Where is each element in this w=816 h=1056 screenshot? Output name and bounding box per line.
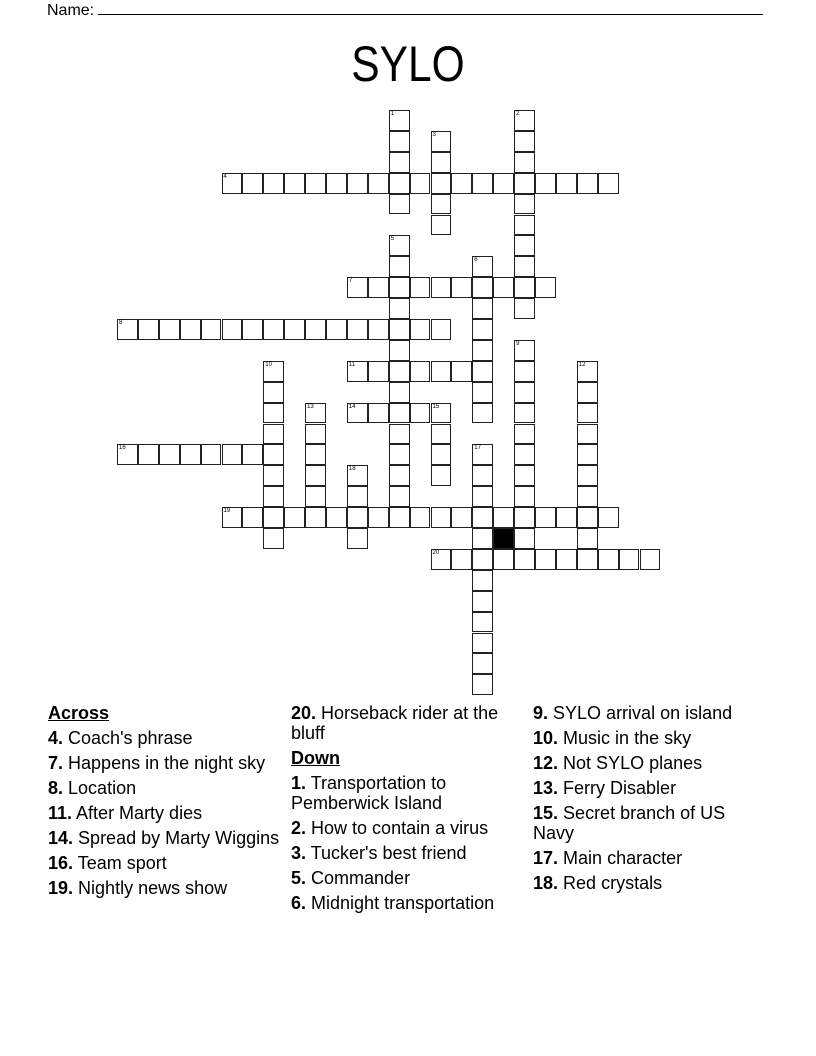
grid-cell[interactable]	[368, 507, 389, 528]
grid-cell[interactable]	[472, 382, 493, 403]
grid-cell[interactable]	[472, 528, 493, 549]
clue-down-12	[533, 753, 768, 773]
grid-cell[interactable]	[410, 507, 431, 528]
clue-down-3	[291, 843, 526, 863]
grid-cell[interactable]	[472, 444, 493, 465]
grid-cell[interactable]	[431, 465, 452, 486]
grid-cell[interactable]	[305, 507, 326, 528]
clue-number: 9.	[533, 703, 549, 723]
grid-cell[interactable]	[410, 319, 431, 340]
grid-cell[interactable]	[598, 549, 619, 570]
grid-cell[interactable]	[472, 486, 493, 507]
grid-cell[interactable]	[472, 403, 493, 424]
cell-number: 13	[307, 403, 314, 410]
grid-cell[interactable]	[326, 173, 347, 194]
clue-down-18	[533, 873, 768, 893]
grid-cell[interactable]	[472, 173, 493, 194]
grid-cell[interactable]	[389, 131, 410, 152]
grid-cell[interactable]	[577, 444, 598, 465]
grid-cell[interactable]	[514, 110, 535, 131]
clue-down-1	[291, 773, 526, 813]
clue-text: How to contain a virus	[311, 818, 489, 838]
clue-across-14	[48, 828, 283, 848]
clue-text: Ferry Disabler	[563, 778, 677, 798]
clue-text: Nightly news show	[78, 878, 228, 898]
clue-number: 10.	[533, 728, 559, 748]
grid-cell[interactable]	[472, 340, 493, 361]
clue-down-5	[291, 868, 526, 888]
clue-number: 8.	[48, 778, 64, 798]
grid-cell[interactable]	[242, 319, 263, 340]
cell-number: 3	[432, 131, 436, 138]
clue-number: 19.	[48, 878, 74, 898]
clue-text: Commander	[311, 868, 411, 888]
grid-cell[interactable]	[368, 361, 389, 382]
grid-cell[interactable]	[431, 424, 452, 445]
clue-down-2	[291, 818, 526, 838]
cell-number: 16	[119, 445, 126, 452]
cell-number: 5	[390, 236, 395, 243]
grid-cell[interactable]	[431, 152, 452, 173]
clue-across-11	[48, 803, 283, 823]
grid-cell[interactable]	[431, 549, 452, 570]
clue-down-6	[291, 893, 526, 913]
grid-cell[interactable]	[431, 215, 452, 236]
grid-cell[interactable]	[347, 403, 368, 424]
grid-cell[interactable]	[305, 465, 326, 486]
grid-cell[interactable]	[514, 507, 535, 528]
grid-cell[interactable]	[347, 507, 368, 528]
cell-number: 17	[474, 445, 481, 452]
clue-down-15	[533, 803, 768, 843]
grid-cell[interactable]	[368, 173, 389, 194]
grid-cell[interactable]	[263, 382, 284, 403]
clue-text: Coach's phrase	[68, 728, 193, 748]
clue-number: 12.	[533, 753, 559, 773]
cell-number: 7	[348, 278, 353, 285]
clue-number: 14.	[48, 828, 74, 848]
grid-cell[interactable]	[117, 319, 138, 340]
grid-cell[interactable]	[368, 277, 389, 298]
grid-cell[interactable]	[514, 403, 535, 424]
clue-number: 7.	[48, 753, 64, 773]
clue-number: 18.	[533, 873, 559, 893]
clue-down-13	[533, 778, 768, 798]
grid-cell[interactable]	[222, 507, 243, 528]
clue-text: Spread by Marty Wiggins	[78, 828, 280, 848]
grid-cell[interactable]	[347, 173, 368, 194]
cell-number: 4	[223, 173, 227, 180]
grid-cell[interactable]	[284, 507, 305, 528]
grid-cell[interactable]	[263, 173, 284, 194]
grid-cell[interactable]	[263, 507, 284, 528]
grid-cell[interactable]	[263, 528, 284, 549]
grid-cell[interactable]	[389, 173, 410, 194]
grid-cell[interactable]	[305, 486, 326, 507]
cell-number: 1	[390, 111, 395, 117]
grid-cell[interactable]	[347, 465, 368, 486]
grid-cell[interactable]	[514, 131, 535, 152]
grid-cell[interactable]	[514, 277, 535, 298]
grid-cell[interactable]	[389, 507, 410, 528]
grid-cell[interactable]	[180, 444, 201, 465]
grid-cell[interactable]	[389, 424, 410, 445]
grid-cell[interactable]	[410, 361, 431, 382]
clue-column-2	[291, 703, 526, 918]
clue-number: 6.	[291, 893, 307, 913]
grid-cell[interactable]	[556, 507, 577, 528]
grid-cell[interactable]	[368, 319, 389, 340]
down-header: Down	[291, 748, 340, 768]
cell-number: 15	[432, 403, 440, 410]
clue-number: 1.	[291, 773, 307, 793]
grid-cell[interactable]	[472, 612, 493, 633]
clue-number: 17.	[533, 848, 559, 868]
grid-cell[interactable]	[577, 486, 598, 507]
grid-cell[interactable]	[598, 507, 619, 528]
grid-cell[interactable]	[514, 256, 535, 277]
clue-down-10	[533, 728, 768, 748]
cell-number: 9	[516, 340, 520, 347]
grid-cell[interactable]	[472, 633, 493, 654]
grid-cell[interactable]	[493, 277, 514, 298]
grid-cell[interactable]	[159, 319, 180, 340]
grid-cell[interactable]	[472, 570, 493, 591]
grid-cell[interactable]	[180, 319, 201, 340]
grid-cell[interactable]	[305, 319, 326, 340]
cell-number: 11	[348, 361, 356, 368]
clue-number: 13.	[533, 778, 559, 798]
cell-number: 18	[348, 466, 356, 473]
grid-cell[interactable]	[514, 340, 535, 361]
grid-cell[interactable]	[389, 319, 410, 340]
puzzle-title: SYLO	[351, 36, 465, 92]
grid-cell[interactable]	[263, 424, 284, 445]
grid-cell[interactable]	[242, 173, 263, 194]
cell-number: 14	[348, 403, 356, 410]
grid-cell[interactable]	[514, 424, 535, 445]
grid-cell[interactable]	[472, 674, 493, 695]
grid-cell[interactable]	[263, 444, 284, 465]
grid-cell[interactable]	[451, 361, 472, 382]
clue-down-9	[533, 703, 768, 723]
grid-cell[interactable]	[305, 173, 326, 194]
grid-cell[interactable]	[201, 444, 222, 465]
name-label: Name:	[47, 2, 95, 19]
grid-cell[interactable]	[514, 152, 535, 173]
grid-cell[interactable]	[347, 486, 368, 507]
grid-cell[interactable]	[514, 298, 535, 319]
cell-number: 19	[223, 508, 231, 515]
grid-cell[interactable]	[431, 277, 452, 298]
clue-column-3	[533, 703, 768, 898]
grid-cell[interactable]	[284, 319, 305, 340]
grid-cell[interactable]	[326, 319, 347, 340]
grid-cell[interactable]	[222, 444, 243, 465]
grid-cell[interactable]	[451, 507, 472, 528]
grid-cell[interactable]	[431, 507, 452, 528]
grid-cell[interactable]	[242, 507, 263, 528]
grid-cell[interactable]	[472, 361, 493, 382]
grid-cell[interactable]	[640, 549, 661, 570]
grid-cell[interactable]	[431, 444, 452, 465]
grid-cell[interactable]	[493, 549, 514, 570]
clue-number: 3.	[291, 843, 307, 863]
grid-cell[interactable]	[577, 465, 598, 486]
clue-text: Red crystals	[563, 873, 663, 893]
clue-text: SYLO arrival on island	[553, 703, 733, 723]
clue-text: Team sport	[77, 853, 167, 873]
clue-number: 11.	[48, 803, 73, 823]
grid-cell[interactable]	[263, 465, 284, 486]
grid-cell[interactable]	[577, 549, 598, 570]
grid-cell[interactable]	[472, 591, 493, 612]
clue-number: 5.	[291, 868, 307, 888]
grid-cell[interactable]	[389, 277, 410, 298]
grid-cell[interactable]	[598, 173, 619, 194]
grid-cell[interactable]	[389, 152, 410, 173]
clue-across-19	[48, 878, 283, 898]
grid-cell[interactable]	[472, 298, 493, 319]
grid-cell[interactable]	[451, 277, 472, 298]
grid-cell[interactable]	[472, 277, 493, 298]
grid-cell[interactable]	[201, 319, 222, 340]
grid-cell[interactable]	[347, 361, 368, 382]
grid-cell[interactable]	[514, 465, 535, 486]
grid-cell[interactable]	[514, 549, 535, 570]
grid-cell[interactable]	[472, 549, 493, 570]
grid-cell[interactable]	[389, 194, 410, 215]
grid-cell[interactable]	[493, 173, 514, 194]
grid-cell[interactable]	[619, 549, 640, 570]
grid-cell[interactable]	[514, 382, 535, 403]
clue-text: Location	[68, 778, 137, 798]
clue-column-1	[48, 703, 283, 903]
grid-cell[interactable]	[389, 340, 410, 361]
grid-cell[interactable]	[159, 444, 180, 465]
grid-cell[interactable]	[577, 424, 598, 445]
grid-cell[interactable]	[389, 465, 410, 486]
clue-down-17	[533, 848, 768, 868]
grid-cell[interactable]	[472, 653, 493, 674]
grid-cell[interactable]	[138, 319, 159, 340]
grid-cell[interactable]	[431, 403, 452, 424]
grid-cell[interactable]	[431, 194, 452, 215]
grid-cell[interactable]	[410, 403, 431, 424]
grid-cell[interactable]	[472, 256, 493, 277]
grid-cell[interactable]	[431, 173, 452, 194]
grid-cell[interactable]	[514, 173, 535, 194]
grid-cell[interactable]	[577, 173, 598, 194]
grid-cell[interactable]	[368, 403, 389, 424]
grid-cell[interactable]	[556, 549, 577, 570]
cell-number: 2	[516, 111, 520, 117]
grid-cell[interactable]	[305, 444, 326, 465]
across-header: Across	[48, 703, 110, 723]
grid-cell[interactable]	[389, 444, 410, 465]
grid-cell[interactable]	[514, 528, 535, 549]
grid-cell[interactable]	[410, 277, 431, 298]
grid-cell[interactable]	[222, 319, 243, 340]
grid-cell[interactable]	[431, 319, 452, 340]
name-field	[47, 0, 763, 21]
grid-cell[interactable]	[451, 549, 472, 570]
grid-cell[interactable]	[514, 215, 535, 236]
clue-text: Tucker's best friend	[310, 843, 467, 863]
grid-cell[interactable]	[577, 528, 598, 549]
grid-cell[interactable]	[535, 277, 556, 298]
clue-text: Midnight transportation	[311, 893, 495, 913]
clue-across-4	[48, 728, 283, 748]
grid-cell[interactable]	[577, 403, 598, 424]
clue-number: 16.	[48, 853, 74, 873]
clue-number: 2.	[291, 818, 307, 838]
grid-cell[interactable]	[284, 173, 305, 194]
clue-number: 20.	[291, 703, 317, 723]
grid-cell[interactable]	[514, 486, 535, 507]
cell-number: 12	[578, 361, 586, 368]
grid-cell[interactable]	[138, 444, 159, 465]
clue-text: Horseback rider at the bluff	[291, 703, 499, 743]
grid-cell[interactable]	[431, 131, 452, 152]
clue-text: Not SYLO planes	[563, 753, 703, 773]
cell-number: 6	[474, 257, 478, 264]
grid-cell[interactable]	[347, 528, 368, 549]
grid-cell[interactable]	[577, 361, 598, 382]
grid-cell[interactable]	[389, 256, 410, 277]
grid-cell[interactable]	[263, 319, 284, 340]
clue-text: Music in the sky	[563, 728, 692, 748]
clue-text: Main character	[563, 848, 683, 868]
clue-text: Transportation to Pemberwick Island	[291, 773, 447, 813]
clue-number: 15.	[533, 803, 559, 823]
grid-cell[interactable]	[514, 361, 535, 382]
grid-cell[interactable]	[451, 173, 472, 194]
grid-cell[interactable]	[389, 361, 410, 382]
grid-cell[interactable]	[472, 319, 493, 340]
grid-cell[interactable]	[305, 424, 326, 445]
clue-text: After Marty dies	[76, 803, 203, 823]
grid-cell[interactable]	[347, 319, 368, 340]
grid-cell[interactable]	[347, 277, 368, 298]
clue-across-16	[48, 853, 283, 873]
name-blank-line[interactable]	[98, 0, 763, 15]
grid-cell[interactable]	[472, 465, 493, 486]
grid-cell[interactable]	[410, 173, 431, 194]
grid-cell[interactable]	[577, 382, 598, 403]
grid-cell[interactable]	[389, 298, 410, 319]
grid-cell[interactable]	[117, 444, 138, 465]
black-cell	[493, 528, 514, 549]
grid-cell[interactable]	[514, 444, 535, 465]
grid-cell[interactable]	[535, 173, 556, 194]
clue-number: 4.	[48, 728, 64, 748]
grid-cell[interactable]	[514, 235, 535, 256]
clue-text: Happens in the night sky	[68, 753, 266, 773]
cell-number: 20	[432, 549, 440, 556]
grid-cell[interactable]	[431, 361, 452, 382]
clue-text: Secret branch of US Navy	[533, 803, 726, 843]
clue-across-20	[291, 703, 526, 743]
grid-cell[interactable]	[514, 194, 535, 215]
grid-cell[interactable]	[263, 361, 284, 382]
grid-cell[interactable]	[326, 507, 347, 528]
grid-cell[interactable]	[263, 486, 284, 507]
grid-cell[interactable]	[535, 507, 556, 528]
grid-cell[interactable]	[389, 403, 410, 424]
cell-number: 10	[265, 361, 272, 368]
grid-cell[interactable]	[389, 486, 410, 507]
grid-cell[interactable]	[242, 444, 263, 465]
grid-cell[interactable]	[577, 507, 598, 528]
grid-cell[interactable]	[472, 507, 493, 528]
grid-cell[interactable]	[389, 235, 410, 256]
clue-across-7	[48, 753, 283, 773]
grid-cell[interactable]	[493, 507, 514, 528]
grid-cell[interactable]	[556, 173, 577, 194]
clue-across-8	[48, 778, 283, 798]
grid-cell[interactable]	[305, 403, 326, 424]
grid-cell[interactable]	[389, 110, 410, 131]
grid-cell[interactable]	[389, 382, 410, 403]
grid-cell[interactable]	[535, 549, 556, 570]
cell-number: 8	[119, 320, 123, 326]
grid-cell[interactable]	[263, 403, 284, 424]
grid-cell[interactable]	[222, 173, 243, 194]
